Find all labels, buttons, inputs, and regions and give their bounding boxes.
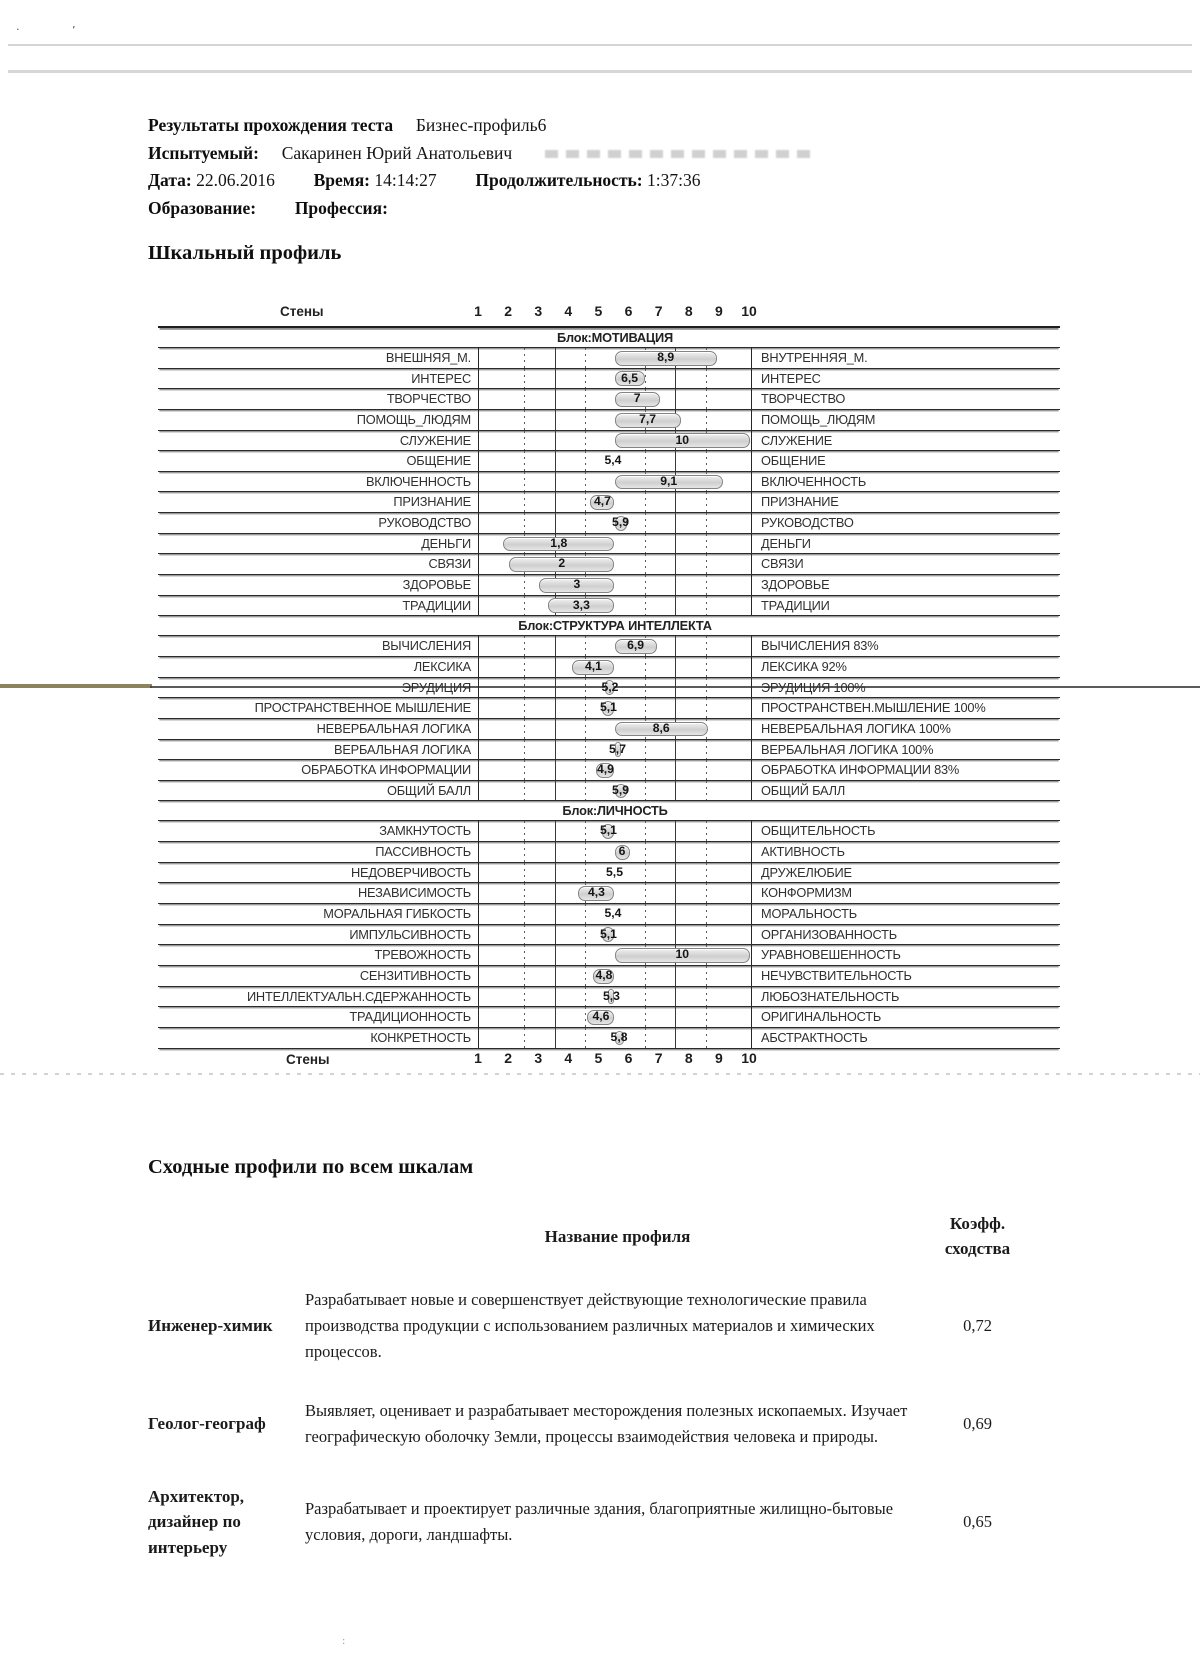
scale-chart-cell (478, 987, 752, 1007)
scale-label-right: ДРУЖЕЛЮБИЕ (761, 864, 852, 880)
scale-label-right: РУКОВОДСТВО (761, 515, 854, 531)
scale-chart-cell (478, 657, 752, 677)
scale-chart-cell (478, 1007, 752, 1027)
scale-label-left: ЛЕКСИКА (413, 658, 471, 674)
profile-description: Разрабатывает и проектирует различные здания, благоприятные жилищно-бытовые условия, дороги, ландшафты. (305, 1499, 894, 1545)
sten-value-label: 5,7 (609, 741, 626, 756)
profile-name: Архитектор, дизайнер по интерьеру (148, 1486, 245, 1557)
profile-description: Разрабатывает новые и совершенствует действующие технологические правила производства продукции с использованием различных материалов и химических процессов. (305, 1290, 875, 1361)
sten-value-label: 7 (633, 391, 641, 406)
sten-header-row (158, 300, 1060, 328)
sten-value-label: 6,9 (627, 638, 645, 653)
scale-label-right: УРАВНОВЕШЕННОСТЬ (761, 947, 901, 963)
scale-label-right: АКТИВНОСТЬ (761, 844, 845, 860)
profile-row (148, 1287, 1058, 1364)
scale-row (158, 1007, 1060, 1028)
sten-value-label: 9,1 (660, 473, 678, 488)
scale-label-left: СВЯЗИ (428, 556, 471, 572)
profile-name: Инженер-химик (148, 1316, 273, 1336)
sten-value-label: 8,6 (652, 720, 670, 735)
scale-label-right: ЭРУДИЦИЯ 100% (761, 679, 866, 695)
scale-label-right: ВЕРБАЛЬНАЯ ЛОГИКА 100% (761, 741, 934, 757)
scale-label-right: ВКЛЮЧЕННОСТЬ (761, 473, 867, 489)
coeff-header-line2: сходства (944, 1238, 1011, 1258)
scale-label-left: ВНЕШНЯЯ_М. (385, 350, 471, 365)
scale-label-left: ТРАДИЦИИ (402, 597, 471, 613)
scale-chart-cell (478, 740, 752, 760)
scale-label-right: ТВОРЧЕСТВО (761, 391, 846, 407)
profession-label: Профессия: (294, 197, 388, 218)
scale-chart-cell (478, 781, 752, 801)
scale-label-right: ОРГАНИЗОВАННОСТЬ (761, 926, 897, 942)
scale-row (158, 987, 1060, 1008)
scale-label-right: ЗДОРОВЬЕ (761, 577, 830, 593)
scale-label-left: НЕЗАВИСИМОСТЬ (358, 885, 471, 901)
similarity-coefficient: 0,69 (963, 1414, 992, 1434)
profile-row (148, 1398, 1058, 1449)
sten-value-label: 5,9 (612, 782, 629, 797)
sten-value-label: 5,4 (604, 453, 622, 468)
scale-chart-cell (478, 369, 752, 389)
scale-row (158, 431, 1060, 452)
scale-label-right: НЕВЕРБАЛЬНАЯ ЛОГИКА 100% (761, 720, 951, 736)
sten-value-label: 4,8 (595, 967, 613, 982)
sten-header-spacer (752, 300, 1060, 326)
sten-value-label: 4,7 (593, 494, 611, 509)
scale-label-left: ВЕРБАЛЬНАЯ ЛОГИКА (334, 741, 471, 757)
scale-label-right: ОБЩЕНИЕ (761, 453, 826, 469)
scale-label-left: ВКЛЮЧЕННОСТЬ (365, 473, 471, 489)
scale-label-right: ЛЕКСИКА 92% (761, 658, 847, 674)
scale-chart-cell (478, 575, 752, 595)
scale-label-left: ИНТЕРЕС (411, 370, 471, 386)
scale-chart-cell (478, 698, 752, 718)
scale-row (158, 596, 1060, 617)
scale-label-left: ВЫЧИСЛЕНИЯ (381, 638, 471, 654)
coeff-header-line1: Коэфф. (949, 1214, 1006, 1233)
scale-label-left: НЕВЕРБАЛЬНАЯ ЛОГИКА (316, 720, 471, 736)
scale-chart-cell (478, 492, 752, 512)
subject-label: Испытуемый: (148, 142, 259, 163)
scale-label-left: ТВОРЧЕСТВО (386, 391, 471, 407)
sten-tick: 9 (714, 303, 723, 319)
scale-label-right: СВЯЗИ (761, 556, 804, 572)
scale-label-right: НЕЧУВСТВИТЕЛЬНОСТЬ (761, 967, 912, 983)
block-header-row (158, 328, 1060, 348)
sten-value-label: 5,1 (599, 926, 617, 941)
scale-label-left: ЭРУДИЦИЯ (401, 679, 471, 695)
report-header (148, 112, 813, 222)
sten-tick: 9 (714, 1049, 723, 1066)
sten-value-label: 5,8 (610, 1029, 628, 1044)
scale-row (158, 348, 1060, 369)
profile-description: Выявляет, оценивает и разрабатывает месторождения полезных ископаемых. Изучает географическую оболочку Земли, процессы взаимодействия человека и природы. (305, 1401, 908, 1447)
scale-label-left: ИНТЕЛЛЕКТУАЛЬН.СДЕРЖАННОСТЬ (246, 988, 471, 1004)
sten-value-label: 4,3 (587, 885, 605, 900)
scale-label-right: ОБЩИЙ БАЛЛ (761, 782, 846, 798)
sten-tick: 3 (534, 1049, 543, 1066)
scale-row (158, 719, 1060, 740)
scale-chart-cell (478, 431, 752, 451)
scale-row (158, 575, 1060, 596)
sten-tick: 1 (474, 303, 482, 319)
similarity-coefficient: 0,65 (963, 1512, 992, 1532)
coeff-column-header (930, 1212, 1025, 1261)
block-title: Блок:ЛИЧНОСТЬ (562, 803, 668, 819)
report-title-label: Результаты прохождения теста (148, 115, 394, 135)
sten-value-label: 1,8 (550, 535, 568, 550)
sten-tick: 10 (741, 1049, 757, 1066)
scale-chart-cell (478, 966, 752, 986)
scale-chart-cell (478, 636, 752, 656)
scale-chart-cell (478, 451, 752, 471)
sten-tick: 3 (534, 303, 543, 319)
profiles-header-row (148, 1212, 1058, 1261)
sten-value-label: 7,7 (639, 411, 657, 426)
similar-profiles-table (148, 1212, 1058, 1594)
scale-row (158, 863, 1060, 884)
scale-label-right: ОБЩИТЕЛЬНОСТЬ (761, 823, 876, 839)
scale-label-right: ИНТЕРЕС (761, 370, 821, 386)
scale-chart-cell (478, 904, 752, 924)
scale-chart-cell (478, 842, 752, 862)
scale-row (158, 883, 1060, 904)
similar-profiles-title: Сходные профили по всем шкалам (148, 1156, 474, 1178)
scale-label-right: ВНУТРЕННЯЯ_М. (761, 350, 868, 365)
duration-label: Продолжительность: (475, 170, 643, 190)
scale-row (158, 492, 1060, 513)
time-label: Время: (313, 170, 370, 190)
sten-ticks-top (474, 300, 757, 326)
profile-name: Геолог-географ (148, 1414, 266, 1434)
scale-label-left: МОРАЛЬНАЯ ГИБКОСТЬ (323, 906, 471, 922)
scale-label-right: ВЫЧИСЛЕНИЯ 83% (761, 638, 879, 654)
sten-tick: 7 (654, 303, 663, 319)
sten-value-label: 4,1 (584, 658, 602, 673)
scale-row (158, 472, 1060, 493)
scale-chart-cell (478, 760, 752, 780)
scale-label-right: ДЕНЬГИ (761, 535, 811, 551)
scale-label-left: ОБЩИЙ БАЛЛ (386, 782, 471, 798)
similarity-coefficient: 0,72 (963, 1315, 992, 1335)
scale-label-right: ОБРАБОТКА ИНФОРМАЦИИ 83% (761, 762, 960, 778)
scale-row (158, 678, 1060, 699)
scale-chart-cell (478, 596, 752, 616)
scale-row (158, 369, 1060, 390)
scale-label-left: НЕДОВЕРЧИВОСТЬ (350, 864, 471, 880)
sten-tick: 6 (624, 1049, 633, 1066)
sten-footer-row (158, 1049, 1060, 1075)
scale-label-right: ЛЮБОЗНАТЕЛЬНОСТЬ (761, 988, 900, 1004)
sten-profile-table (158, 300, 1060, 1075)
date-line (148, 167, 813, 195)
time-value: 14:14:27 (374, 170, 437, 190)
scan-speck: . (16, 20, 20, 33)
profile-row (148, 1484, 1058, 1561)
scale-row (158, 760, 1060, 781)
scale-label-right: ПОМОЩЬ_ЛЮДЯМ (761, 411, 876, 427)
scale-chart-cell (478, 945, 752, 965)
sten-value-label: 5,1 (599, 700, 617, 715)
sten-tick: 4 (564, 1049, 573, 1066)
sten-value-label: 5,4 (604, 906, 622, 921)
sten-tick: 2 (504, 303, 513, 319)
scale-row (158, 554, 1060, 575)
scale-label-left: ЗАМКНУТОСТЬ (379, 823, 471, 839)
scale-row (158, 842, 1060, 863)
sten-value-label: 5,3 (603, 988, 620, 1003)
scale-chart-cell (478, 534, 752, 554)
scale-label-left: ПАССИВНОСТЬ (375, 844, 471, 860)
profile-name-column-header: Название профиля (544, 1226, 691, 1246)
scale-row (158, 904, 1060, 925)
scale-label-right: ТРАДИЦИИ (761, 597, 830, 613)
sten-rows (158, 328, 1060, 1049)
scale-label-left: ТРАДИЦИОННОСТЬ (349, 1009, 471, 1025)
scale-row (158, 410, 1060, 431)
sten-profile-title: Шкальный профиль (148, 242, 342, 264)
scale-chart-cell (478, 925, 752, 945)
scale-chart-cell (478, 719, 752, 739)
report-title-line (148, 112, 813, 140)
scale-label-left: КОНКРЕТНОСТЬ (370, 1029, 471, 1045)
scale-chart-cell (478, 821, 752, 841)
scale-label-right: ПРИЗНАНИЕ (761, 494, 839, 510)
sten-value-label: 4,6 (592, 1009, 610, 1024)
scan-artifact-line (0, 684, 152, 688)
scale-row (158, 945, 1060, 966)
scale-row (158, 821, 1060, 842)
sten-value-label: 5,2 (601, 679, 619, 694)
sten-value-label: 8,9 (657, 350, 675, 364)
scale-label-left: ИМПУЛЬСИВНОСТЬ (349, 926, 471, 942)
sten-value-label: 6 (618, 844, 626, 859)
block-header-row (158, 801, 1060, 821)
scale-chart-cell (478, 883, 752, 903)
scan-artifact-line (8, 70, 1192, 73)
scale-row (158, 925, 1060, 946)
scale-label-right: СЛУЖЕНИЕ (761, 432, 833, 448)
scale-row (158, 636, 1060, 657)
scale-label-right: МОРАЛЬНОСТЬ (761, 906, 857, 922)
sten-ticks-bottom (474, 1049, 757, 1075)
scale-chart-cell (478, 472, 752, 492)
block-header-row (158, 616, 1060, 636)
sten-value-label: 6,5 (621, 370, 639, 385)
scale-label-left: ПРИЗНАНИЕ (393, 494, 471, 510)
scale-chart-cell (478, 348, 752, 368)
sten-tick: 8 (684, 303, 693, 319)
scale-row (158, 513, 1060, 534)
scale-chart-cell (478, 389, 752, 409)
scale-row (158, 534, 1060, 555)
sten-value-label: 3 (573, 577, 581, 592)
sten-footer-spacer (752, 1049, 1060, 1075)
scale-row (158, 389, 1060, 410)
sten-tick: 5 (594, 1049, 603, 1066)
scale-row (158, 657, 1060, 678)
sten-value-label: 4,9 (596, 762, 614, 777)
sten-tick: 1 (474, 1049, 482, 1066)
scale-label-right: ОРИГИНАЛЬНОСТЬ (761, 1009, 882, 1025)
sten-tick: 6 (624, 303, 633, 319)
sten-value-label: 10 (675, 432, 690, 447)
sten-value-label: 5,9 (612, 515, 629, 530)
scale-label-left: ОБЩЕНИЕ (406, 453, 471, 469)
scale-label-right: ПРОСТРАНСТВЕН.МЫШЛЕНИЕ 100% (761, 700, 986, 716)
scale-label-right: КОНФОРМИЗМ (761, 885, 852, 901)
subject-line (148, 140, 813, 168)
scale-label-left: ОБРАБОТКА ИНФОРМАЦИИ (301, 762, 471, 778)
scale-chart-cell (478, 1028, 752, 1048)
sten-tick: 2 (504, 1049, 513, 1066)
scale-label-left: ПРОСТРАНСТВЕННОЕ МЫШЛЕНИЕ (254, 700, 471, 716)
sten-tick: 8 (684, 1049, 693, 1066)
scale-row (158, 740, 1060, 761)
scale-label-right: АБСТРАКТНОСТЬ (761, 1029, 868, 1045)
sten-value-label: 10 (675, 947, 690, 962)
block-title: Блок:СТРУКТУРА ИНТЕЛЛЕКТА (518, 618, 712, 634)
scale-label-left: СЛУЖЕНИЕ (399, 432, 471, 448)
redacted-smudge (545, 150, 813, 158)
sten-value-label: 5,5 (606, 864, 623, 879)
sten-tick: 7 (654, 1049, 663, 1066)
scale-label-left: ДЕНЬГИ (421, 535, 471, 551)
education-label: Образование: (148, 197, 257, 218)
scale-label-left: РУКОВОДСТВО (378, 515, 471, 531)
scale-chart-cell (478, 554, 752, 574)
scale-chart-cell (478, 410, 752, 430)
date-label: Дата: (148, 170, 192, 190)
scale-label-left: ПОМОЩЬ_ЛЮДЯМ (356, 411, 471, 427)
duration-value: 1:37:36 (647, 170, 701, 190)
sten-value-label: 3,3 (572, 597, 590, 612)
scale-label-left: СЕНЗИТИВНОСТЬ (359, 967, 471, 983)
scale-row (158, 698, 1060, 719)
scale-label-left: ТРЕВОЖНОСТЬ (374, 947, 471, 963)
date-value: 22.06.2016 (196, 170, 275, 190)
scale-row (158, 781, 1060, 802)
block-title: Блок:МОТИВАЦИЯ (556, 330, 674, 345)
scale-row (158, 1028, 1060, 1049)
sten-tick: 4 (564, 303, 573, 319)
education-line (148, 195, 813, 223)
test-name: Бизнес-профиль6 (415, 115, 547, 135)
sten-value-label: 2 (558, 556, 566, 571)
scale-row (158, 966, 1060, 987)
scan-artifact-line (8, 44, 1192, 46)
scale-chart-cell (478, 678, 752, 698)
stens-axis-label-bottom: Стены (286, 1051, 330, 1067)
scale-row (158, 451, 1060, 472)
scan-speck: : (342, 1636, 346, 1647)
scale-label-left: ЗДОРОВЬЕ (402, 577, 471, 593)
scale-chart-cell (478, 863, 752, 883)
scale-chart-cell (478, 513, 752, 533)
profiles-rows (148, 1287, 1058, 1560)
scan-speck: ’ (72, 24, 76, 37)
sten-tick: 10 (741, 303, 757, 319)
sten-value-label: 5,1 (599, 823, 617, 838)
stens-axis-label-top: Стены (280, 304, 324, 319)
subject-value: Сакаринен Юрий Анатольевич (281, 142, 513, 163)
sten-tick: 5 (594, 303, 603, 319)
